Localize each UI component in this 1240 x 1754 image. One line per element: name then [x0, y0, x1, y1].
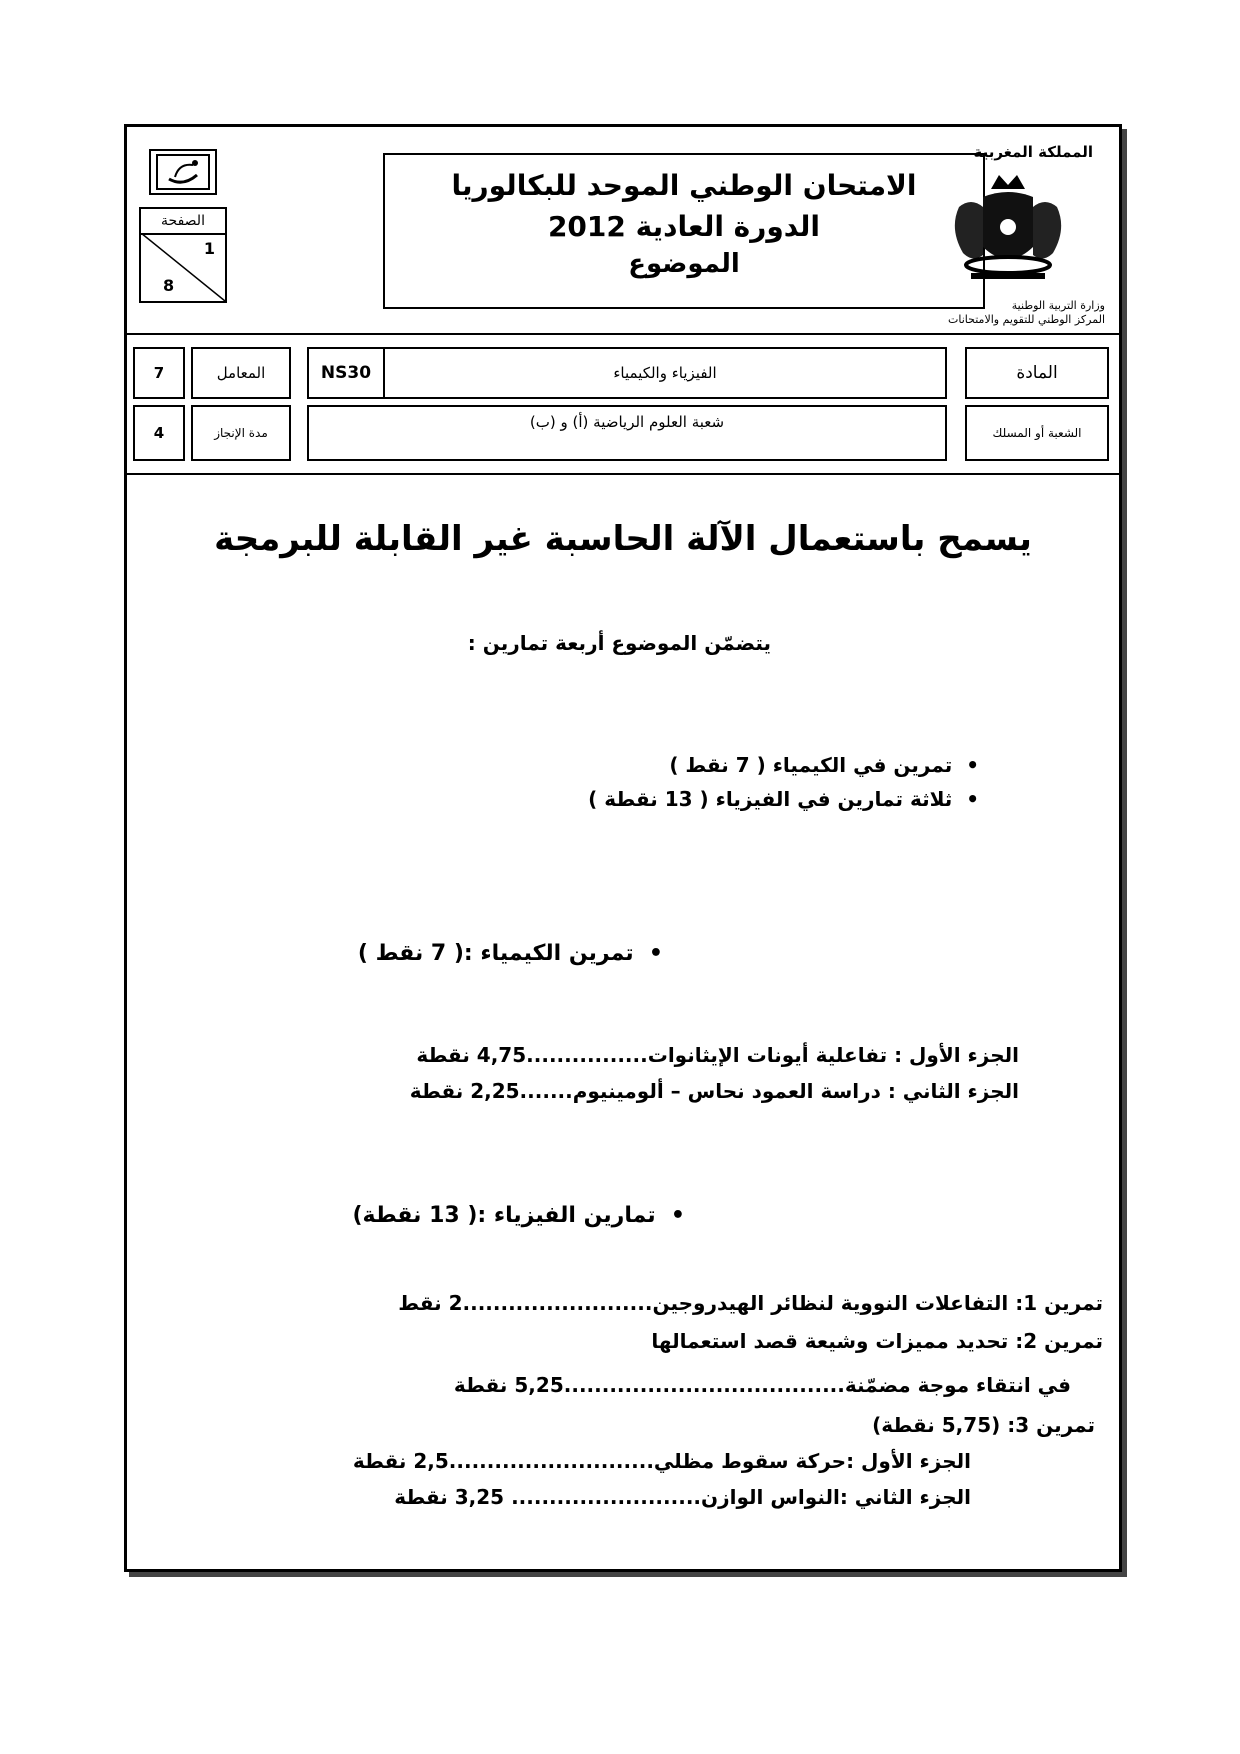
exam-code: NS30	[307, 347, 385, 399]
bullet-icon: •	[655, 1203, 685, 1228]
center-name: المركز الوطني للتقويم والامتحانات	[948, 313, 1105, 326]
duration-value: 4	[133, 405, 185, 461]
physics-exercise-3-part-2: الجزء الثاني :النواس الوازن......................... 3,25 نقطة	[394, 1485, 971, 1509]
kingdom-label: المملكة المغربية	[973, 143, 1093, 161]
summary-physics: ثلاثة تمارين في الفيزياء ( 13 نقطة )	[588, 787, 953, 811]
center-logo	[149, 149, 217, 195]
chemistry-heading	[358, 941, 663, 966]
coefficient-label: المعامل	[191, 347, 291, 399]
physics-exercise-2-cont: في انتقاء موجة مضمّنة.....................................5,25 نقطة	[453, 1373, 1071, 1397]
header-divider	[127, 333, 1119, 335]
bullet-icon: •	[952, 753, 979, 777]
exam-header-box	[383, 153, 985, 309]
chemistry-heading-text: تمرين الكيمياء :( 7 نقط )	[357, 941, 634, 966]
exam-page-frame	[124, 124, 1122, 1572]
physics-exercise-2: تمرين 2: تحديد مميزات وشيعة قصد استعمالها	[651, 1329, 1103, 1353]
physics-exercise-3-part-1: الجزء الأول :حركة سقوط مظلي...........................2,5 نقطة	[352, 1449, 971, 1473]
summary-chemistry: تمرين في الكيمياء ( 7 نقط )	[669, 753, 953, 777]
page-current: 1	[203, 239, 215, 258]
physics-exercise-3: تمرين 3: (5,75 نقطة)	[872, 1413, 1095, 1437]
summary-item	[588, 787, 979, 811]
coefficient-value: 7	[133, 347, 185, 399]
intro-text: يتضمّن الموضوع أربعة تمارين :	[467, 631, 771, 655]
chemistry-part-1: الجزء الأول : تفاعلية أيونات الإيثانوات................4,75 نقطة	[416, 1043, 1019, 1067]
physics-exercise-1: تمرين 1: التفاعلات النووية لنظائر الهيدروجين.........................2 نقط	[398, 1291, 1103, 1315]
bullet-icon: •	[952, 787, 979, 811]
ministry-name: وزارة التربية الوطنية	[1011, 299, 1105, 312]
exam-title: الامتحان الوطني الموحد للبكالوريا	[451, 169, 917, 202]
physics-heading-text: تمارين الفيزياء :( 13 نقطة)	[352, 1203, 656, 1228]
ministry-block	[875, 299, 1105, 327]
subject-label: المادة	[965, 347, 1109, 399]
royal-emblem-icon	[943, 167, 1073, 287]
document-type: الموضوع	[628, 249, 740, 279]
branch-value: شعبة العلوم الرياضية (أ) و (ب)	[307, 405, 947, 461]
exam-session: الدورة العادية 2012	[547, 210, 821, 243]
branch-label: الشعبة أو المسلك	[965, 405, 1109, 461]
subject-value: الفيزياء والكيمياء	[385, 347, 947, 399]
chemistry-part-2: الجزء الثاني : دراسة العمود نحاس – ألومينيوم.......2,25 نقطة	[409, 1079, 1019, 1103]
calculator-notice: يسمح باستعمال الآلة الحاسبة غير القابلة للبرمجة	[214, 519, 1032, 559]
page-number-box	[139, 207, 227, 303]
summary-item	[669, 753, 979, 777]
duration-label: مدة الإنجاز	[191, 405, 291, 461]
logo-icon	[155, 153, 211, 191]
bullet-icon: •	[633, 941, 663, 966]
page-label: الصفحة	[141, 209, 225, 235]
info-divider	[127, 473, 1119, 475]
physics-heading	[352, 1203, 685, 1228]
page-total: 8	[163, 276, 175, 295]
